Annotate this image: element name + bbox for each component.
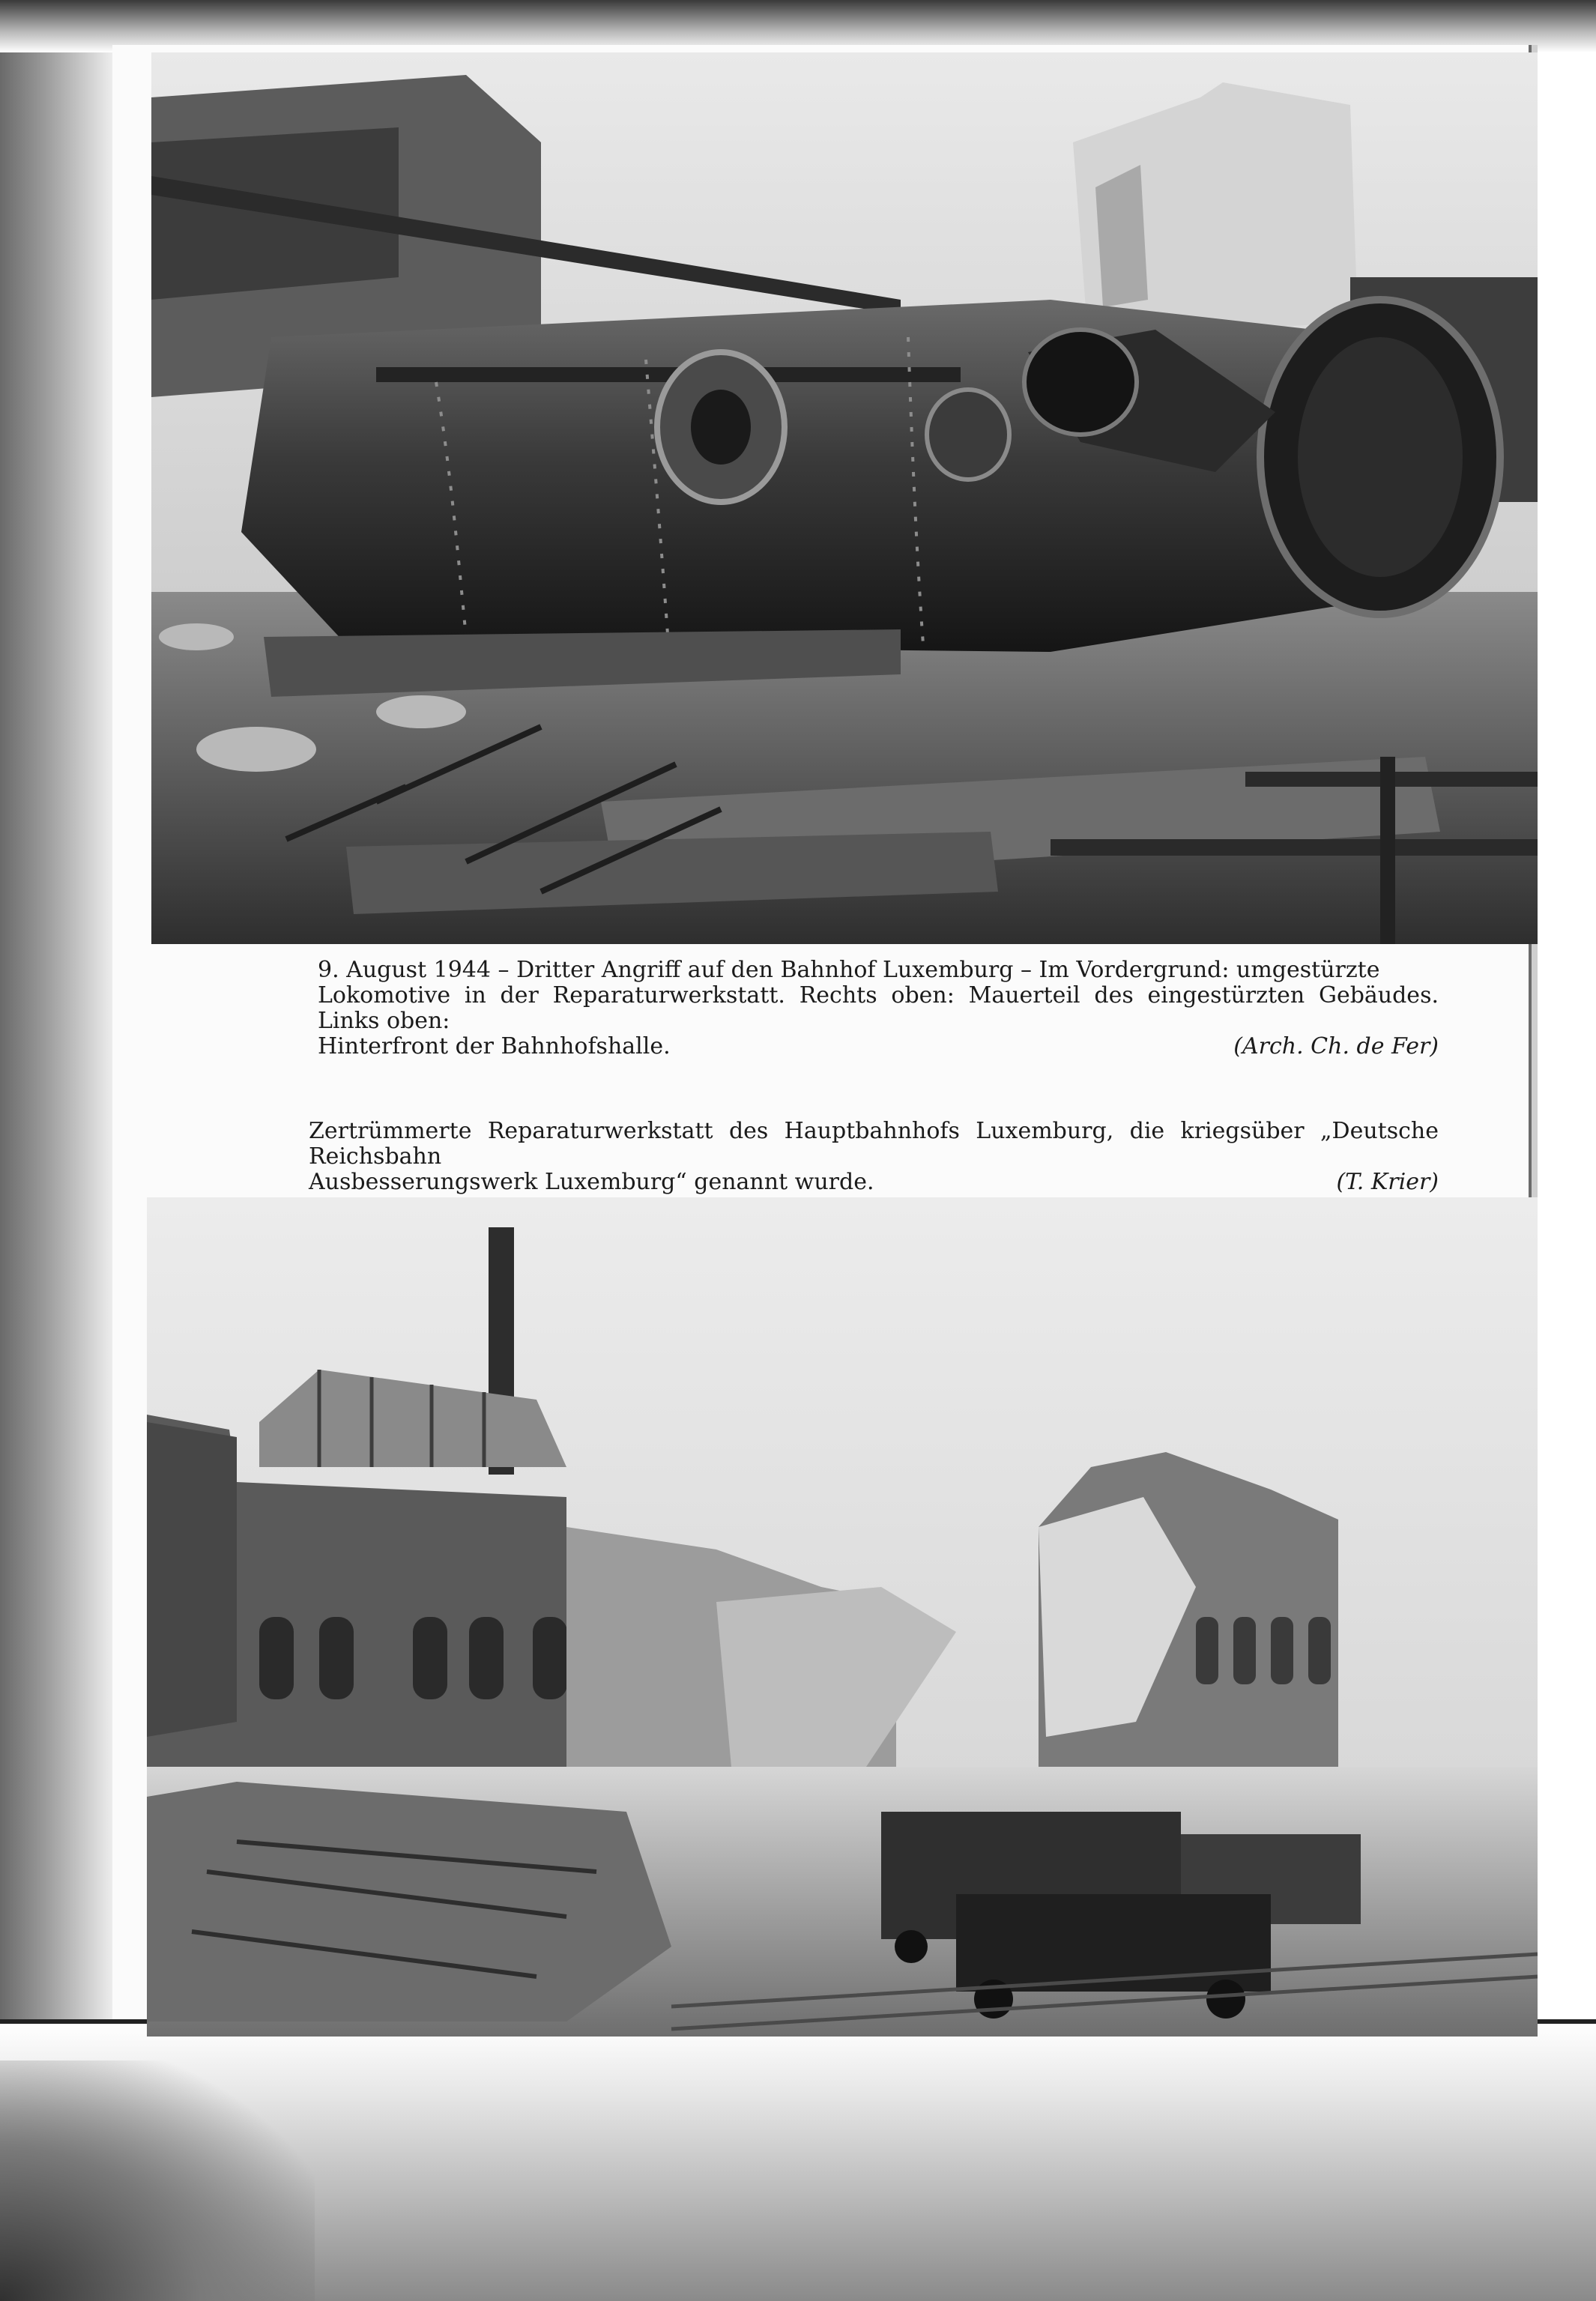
caption-bottom-line-1: Zertrümmerte Reparaturwerkstatt des Hauptbahnhofs Luxemburg, die kriegsüber „Deutsche Reichsbahn <box>309 1118 1439 1170</box>
scan-shadow-corner <box>0 2060 315 2301</box>
caption-bottom-credit: (T. Krier) <box>1336 1169 1439 1195</box>
caption-top-line-3: Hinterfront der Bahnhofshalle. <box>318 1033 671 1059</box>
photo-destroyed-repair-workshop <box>147 1197 1538 2037</box>
caption-top-credit: (Arch. Ch. de Fer) <box>1233 1033 1439 1059</box>
photo-overturned-locomotive <box>151 52 1538 944</box>
caption-top-line-1: 9. August 1944 – Dritter Angriff auf den Bahnhof Luxemburg – Im Vordergrund: umgestürzte <box>318 957 1380 983</box>
caption-bottom-line-2: Ausbesserungswerk Luxemburg“ genannt wurde. <box>309 1169 874 1195</box>
scan-shadow-left <box>0 0 127 2301</box>
caption-top-line-2: Lokomotive in der Reparaturwerkstatt. Rechts oben: Mauerteil des eingestürzten Gebäudes. Links oben: <box>318 982 1439 1034</box>
caption-bottom-photo <box>309 1119 1439 1195</box>
caption-top-photo <box>318 958 1439 1059</box>
